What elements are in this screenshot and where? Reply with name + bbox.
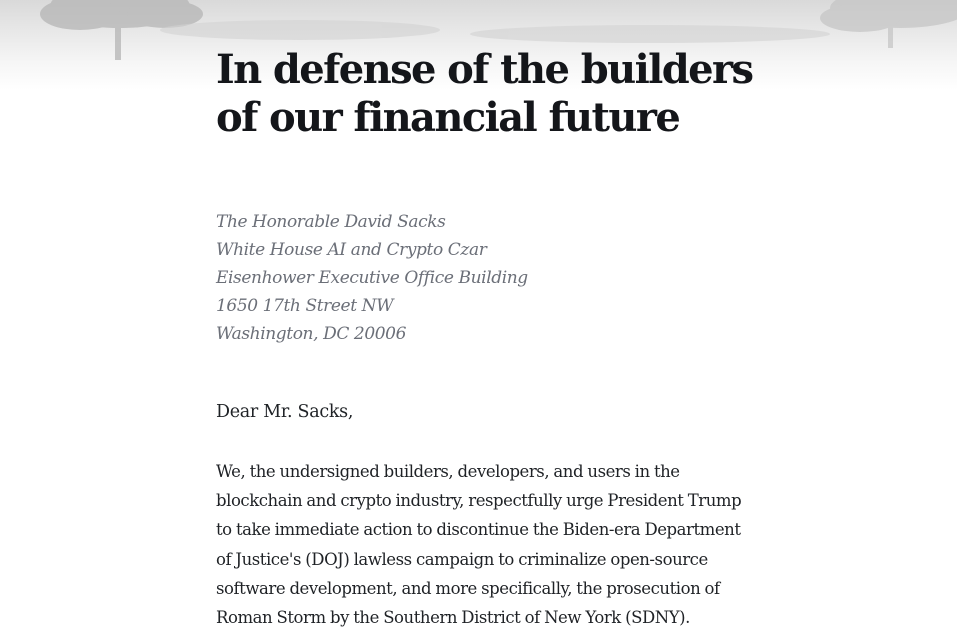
page-title: In defense of the builders of our financial future xyxy=(216,46,753,141)
recipient-address xyxy=(216,208,776,348)
letter-content xyxy=(216,46,776,634)
address-line: 1650 17th Street NW xyxy=(216,296,394,316)
address-line: Washington, DC 20006 xyxy=(216,324,407,344)
address-line: White House AI and Crypto Czar xyxy=(216,240,487,260)
address-line: Eisenhower Executive Office Building xyxy=(216,268,528,288)
salutation: Dear Mr. Sacks, xyxy=(216,402,354,422)
address-line: The Honorable David Sacks xyxy=(216,212,446,232)
letter-paragraph: We, the undersigned builders, developers, and users in the blockchain and crypto industry, respectfully urge President Trump to take immediate action to discontinue the Biden-era Department of Justice's (DOJ) lawless campaign to criminalize open-source software development, and more specifically, the prosecution of Roman Storm by the Southern District of New York (SDNY). xyxy=(216,462,742,628)
